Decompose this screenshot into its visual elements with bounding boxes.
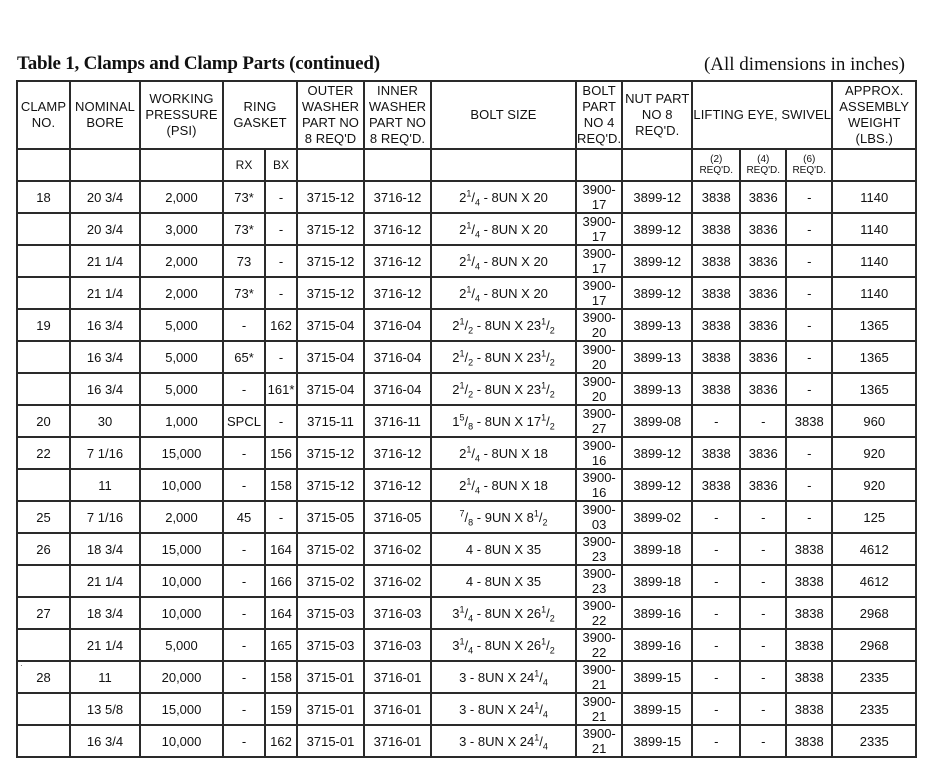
cell-clamp [17,277,70,309]
cell-weight: 1140 [832,181,916,213]
cell-le2: - [692,533,740,565]
table-row [17,309,916,341]
cell-le4: 3836 [740,213,786,245]
cell-rx: - [223,597,265,629]
cell-psi: 10,000 [140,597,223,629]
cell-inner: 3716-12 [364,469,431,501]
cell-bolt-size: $2^1/_4 - 8UN$ X 18 [431,469,576,501]
cell-bx: - [265,181,297,213]
cell-outer: 3715-01 [297,661,364,693]
cell-bore: 30 [70,405,140,437]
table-row [17,693,916,725]
cell-le6: 3838 [786,565,832,597]
cell-nut: 3899-13 [622,373,692,405]
cell-nut: 3899-12 [622,213,692,245]
cell-nut: 3899-08 [622,405,692,437]
cell-nut: 3899-13 [622,309,692,341]
subheader-rx: RX [223,149,265,181]
cell-bolt: 3900-21 [576,693,622,725]
cell-le4: 3836 [740,181,786,213]
subheader-le6: (6) REQ'D. [786,149,832,181]
cell-weight: 920 [832,469,916,501]
cell-le6: - [786,437,832,469]
cell-inner: 3716-04 [364,309,431,341]
cell-inner: 3716-12 [364,245,431,277]
cell-clamp [17,341,70,373]
cell-inner: 3716-05 [364,501,431,533]
header-clamp-no: CLAMP NO. [17,81,70,149]
cell-outer: 3715-12 [297,469,364,501]
cell-le4: 3836 [740,341,786,373]
cell-outer: 3715-12 [297,181,364,213]
cell-bolt: 3900-23 [576,533,622,565]
cell-bolt: 3900-16 [576,469,622,501]
table-row [17,341,916,373]
cell-bolt-size: $2^1/_4 - 8UN$ X 20 [431,181,576,213]
cell-rx: 73* [223,181,265,213]
table-row [17,373,916,405]
table-row [17,533,916,565]
cell-weight: 2968 [832,629,916,661]
cell-rx: 45 [223,501,265,533]
cell-bx: 165 [265,629,297,661]
cell-psi: 2,000 [140,277,223,309]
cell-bore: 18 3/4 [70,597,140,629]
cell-weight: 1365 [832,309,916,341]
cell-outer: 3715-12 [297,437,364,469]
cell-nut: 3899-12 [622,469,692,501]
cell-psi: 2,000 [140,181,223,213]
cell-bore: 21 1/4 [70,629,140,661]
cell-weight: 2335 [832,725,916,757]
cell-clamp [17,213,70,245]
cell-psi: 5,000 [140,309,223,341]
cell-psi: 15,000 [140,437,223,469]
cell-weight: 2968 [832,597,916,629]
cell-le2: - [692,629,740,661]
cell-le4: 3836 [740,277,786,309]
cell-weight: 1365 [832,373,916,405]
cell-bolt: 3900-20 [576,373,622,405]
table-row [17,213,916,245]
cell-inner: 3716-02 [364,533,431,565]
table-row [17,725,916,757]
cell-bore: 7 1/16 [70,501,140,533]
cell-clamp [17,373,70,405]
cell-weight: 4612 [832,565,916,597]
cell-le4: - [740,629,786,661]
cell-le2: - [692,405,740,437]
cell-inner: 3716-04 [364,373,431,405]
cell-le4: - [740,565,786,597]
cell-bolt: 3900-23 [576,565,622,597]
cell-bolt: 3900-21 [576,725,622,757]
header-bolt-size: BOLT SIZE [431,81,576,149]
cell-bolt-size: 4 - 8UN X 35 [431,533,576,565]
cell-nut: 3899-12 [622,277,692,309]
cell-le6: - [786,501,832,533]
cell-weight: 1140 [832,245,916,277]
cell-outer: 3715-01 [297,693,364,725]
cell-bolt: 3900-22 [576,629,622,661]
cell-nut: 3899-15 [622,661,692,693]
cell-le2: 3838 [692,277,740,309]
cell-clamp [17,565,70,597]
cell-psi: 3,000 [140,213,223,245]
cell-le4: - [740,693,786,725]
cell-le2: 3838 [692,437,740,469]
cell-bolt-size: 3 - 8UN X $24^1/_4$ [431,693,576,725]
cell-le6: 3838 [786,629,832,661]
cell-weight: 960 [832,405,916,437]
cell-rx: 73* [223,277,265,309]
cell-psi: 1,000 [140,405,223,437]
table-row [17,629,916,661]
header-nominal-bore: NOMINAL BORE [70,81,140,149]
cell-rx: - [223,437,265,469]
cell-rx: - [223,565,265,597]
cell-bx: 156 [265,437,297,469]
cell-outer: 3715-12 [297,245,364,277]
cell-le4: - [740,597,786,629]
cell-nut: 3899-15 [622,693,692,725]
cell-le6: 3838 [786,405,832,437]
cell-bolt-size: $2^1/_2 - 8UN$ X $23^1/_2$ [431,309,576,341]
cell-outer: 3715-11 [297,405,364,437]
cell-le4: 3836 [740,437,786,469]
cell-inner: 3716-01 [364,725,431,757]
table-body [17,181,916,757]
cell-bore: 16 3/4 [70,309,140,341]
cell-bolt-size: 3 - 8UN X $24^1/_4$ [431,661,576,693]
cell-bolt: 3900-03 [576,501,622,533]
cell-psi: 15,000 [140,693,223,725]
cell-nut: 3899-02 [622,501,692,533]
cell-le2: - [692,725,740,757]
cell-le4: - [740,501,786,533]
cell-bx: 159 [265,693,297,725]
cell-le6: - [786,373,832,405]
cell-le4: 3836 [740,309,786,341]
cell-rx: - [223,693,265,725]
cell-bolt: 3900-17 [576,181,622,213]
cell-psi: 5,000 [140,373,223,405]
table-title: Table 1, Clamps and Clamp Parts (continued) [17,53,380,74]
cell-clamp: 18 [17,181,70,213]
cell-weight: 4612 [832,533,916,565]
cell-inner: 3716-03 [364,629,431,661]
cell-rx: - [223,629,265,661]
cell-weight: 2335 [832,661,916,693]
cell-bx: - [265,245,297,277]
clamps-table [16,80,917,758]
cell-bx: 162 [265,309,297,341]
header-inner-washer: INNER WASHER PART NO 8 REQ'D. [364,81,431,149]
cell-weight: 125 [832,501,916,533]
header-lifting-eye: LIFTING EYE, SWIVEL [692,81,832,149]
cell-le6: - [786,245,832,277]
subheader-row [17,149,916,181]
cell-bx: 161* [265,373,297,405]
cell-bolt-size: $2^1/_4 - 8UN$ X 20 [431,245,576,277]
cell-bore: 21 1/4 [70,277,140,309]
cell-bore: 16 3/4 [70,725,140,757]
cell-outer: 3715-04 [297,309,364,341]
cell-nut: 3899-13 [622,341,692,373]
cell-psi: 10,000 [140,469,223,501]
cell-inner: 3716-01 [364,693,431,725]
cell-psi: 10,000 [140,565,223,597]
cell-psi: 2,000 [140,501,223,533]
cell-le2: 3838 [692,373,740,405]
cell-nut: 3899-16 [622,629,692,661]
table-row [17,565,916,597]
cell-clamp: 28 [17,661,70,693]
cell-bolt: 3900-17 [576,213,622,245]
cell-bx: 164 [265,597,297,629]
cell-le4: 3836 [740,373,786,405]
cell-nut: 3899-12 [622,181,692,213]
table-row [17,277,916,309]
cell-bore: 20 3/4 [70,213,140,245]
cell-le6: - [786,469,832,501]
table-row [17,245,916,277]
cell-bore: 11 [70,469,140,501]
cell-bore: 11 [70,661,140,693]
header-outer-washer: OUTER WASHER PART NO 8 REQ'D [297,81,364,149]
cell-clamp: 22 [17,437,70,469]
cell-psi: 20,000 [140,661,223,693]
cell-bolt: 3900-16 [576,437,622,469]
cell-nut: 3899-18 [622,565,692,597]
cell-le6: - [786,341,832,373]
cell-psi: 5,000 [140,629,223,661]
cell-le4: 3836 [740,245,786,277]
cell-clamp: 27 [17,597,70,629]
cell-rx: SPCL [223,405,265,437]
cell-bx: 164 [265,533,297,565]
cell-bx: - [265,277,297,309]
cell-le2: 3838 [692,245,740,277]
cell-inner: 3716-12 [364,277,431,309]
cell-bore: 16 3/4 [70,341,140,373]
cell-bolt-size: $2^1/_2 - 8UN$ X $23^1/_2$ [431,341,576,373]
cell-inner: 3716-04 [364,341,431,373]
cell-clamp [17,725,70,757]
cell-bore: 20 3/4 [70,181,140,213]
cell-inner: 3716-01 [364,661,431,693]
cell-outer: 3715-03 [297,597,364,629]
cell-nut: 3899-12 [622,245,692,277]
cell-le2: 3838 [692,469,740,501]
header-nut-part: NUT PART NO 8 REQ'D. [622,81,692,149]
cell-psi: 10,000 [140,725,223,757]
cell-weight: 1365 [832,341,916,373]
cell-bore: 21 1/4 [70,565,140,597]
cell-nut: 3899-16 [622,597,692,629]
cell-rx: 65* [223,341,265,373]
cell-bx: 158 [265,469,297,501]
cell-le2: 3838 [692,341,740,373]
footnote-mark: · [20,661,23,670]
cell-psi: 15,000 [140,533,223,565]
cell-outer: 3715-02 [297,565,364,597]
cell-outer: 3715-04 [297,341,364,373]
cell-rx: - [223,725,265,757]
cell-bore: 13 5/8 [70,693,140,725]
units-note: (All dimensions in inches) [703,54,905,75]
cell-le2: - [692,597,740,629]
cell-bx: - [265,213,297,245]
cell-bolt-size: $2^1/_4 - 8UN$ X 20 [431,277,576,309]
cell-rx: - [223,661,265,693]
cell-bolt: 3900-27 [576,405,622,437]
cell-le2: 3838 [692,213,740,245]
cell-le2: - [692,501,740,533]
cell-rx: 73* [223,213,265,245]
cell-le4: - [740,405,786,437]
cell-weight: 920 [832,437,916,469]
cell-bx: 158 [265,661,297,693]
cell-inner: 3716-12 [364,213,431,245]
cell-outer: 3715-04 [297,373,364,405]
cell-bx: - [265,405,297,437]
cell-bolt-size: $3^1/_4 - 8UN$ X $26^1/_2$ [431,597,576,629]
cell-bx: 162 [265,725,297,757]
cell-outer: 3715-01 [297,725,364,757]
cell-clamp: 19 [17,309,70,341]
cell-psi: 2,000 [140,245,223,277]
cell-le6: 3838 [786,725,832,757]
subheader-bx: BX [265,149,297,181]
cell-inner: 3716-11 [364,405,431,437]
cell-nut: 3899-15 [622,725,692,757]
cell-bolt: 3900-17 [576,277,622,309]
cell-le4: 3836 [740,469,786,501]
cell-bx: - [265,501,297,533]
header-weight: APPROX. ASSEMBLY WEIGHT (LBS.) [832,81,916,149]
table-row [17,661,916,693]
table-row [17,501,916,533]
subheader-le2: (2) REQ'D. [692,149,740,181]
cell-le4: - [740,661,786,693]
cell-bore: 7 1/16 [70,437,140,469]
cell-weight: 1140 [832,213,916,245]
cell-bore: 16 3/4 [70,373,140,405]
cell-weight: 1140 [832,277,916,309]
cell-le2: - [692,661,740,693]
cell-outer: 3715-12 [297,213,364,245]
cell-bolt-size: $^7/_8 - 9UN$ X $8^1/_2$ [431,501,576,533]
cell-bolt-size: $2^1/_2 - 8UN$ X $23^1/_2$ [431,373,576,405]
cell-le6: 3838 [786,693,832,725]
cell-rx: - [223,373,265,405]
cell-rx: - [223,469,265,501]
cell-le6: 3838 [786,533,832,565]
cell-rx: 73 [223,245,265,277]
cell-inner: 3716-12 [364,437,431,469]
cell-nut: 3899-12 [622,437,692,469]
cell-le6: 3838 [786,661,832,693]
cell-weight: 2335 [832,693,916,725]
cell-rx: - [223,309,265,341]
cell-bolt: 3900-22 [576,597,622,629]
cell-outer: 3715-03 [297,629,364,661]
cell-outer: 3715-02 [297,533,364,565]
table-row [17,437,916,469]
header-working-pressure: WORKING PRESSURE (PSI) [140,81,223,149]
table-row [17,469,916,501]
cell-bolt-size: $2^1/_4 - 8UN$ X 20 [431,213,576,245]
header-row [17,81,916,149]
cell-outer: 3715-12 [297,277,364,309]
cell-le6: - [786,277,832,309]
cell-inner: 3716-12 [364,181,431,213]
cell-bore: 21 1/4 [70,245,140,277]
cell-clamp: 20 [17,405,70,437]
subheader-le4: (4) REQ'D. [740,149,786,181]
cell-clamp [17,693,70,725]
cell-bolt-size: 3 - 8UN X $24^1/_4$ [431,725,576,757]
cell-bolt: 3900-20 [576,309,622,341]
cell-bolt: 3900-17 [576,245,622,277]
cell-le6: - [786,309,832,341]
cell-inner: 3716-03 [364,597,431,629]
cell-clamp [17,469,70,501]
cell-clamp [17,629,70,661]
cell-bx: 166 [265,565,297,597]
table-row [17,405,916,437]
cell-nut: 3899-18 [622,533,692,565]
cell-bolt: 3900-21 [576,661,622,693]
cell-le4: - [740,725,786,757]
cell-le2: - [692,565,740,597]
cell-bolt-size: 4 - 8UN X 35 [431,565,576,597]
cell-le2: - [692,693,740,725]
cell-bore: 18 3/4 [70,533,140,565]
table-row [17,597,916,629]
cell-le6: 3838 [786,597,832,629]
cell-outer: 3715-05 [297,501,364,533]
cell-inner: 3716-02 [364,565,431,597]
cell-bolt-size: $3^1/_4 - 8UN$ X $26^1/_2$ [431,629,576,661]
cell-bx: - [265,341,297,373]
header-ring-gasket: RING GASKET [223,81,297,149]
cell-bolt-size: $2^1/_4 - 8UN$ X 18 [431,437,576,469]
header-bolt-part: BOLT PART NO 4 REQ'D. [576,81,622,149]
table-row [17,181,916,213]
cell-clamp: 25 [17,501,70,533]
cell-le2: 3838 [692,309,740,341]
cell-le4: - [740,533,786,565]
cell-bolt: 3900-20 [576,341,622,373]
cell-rx: - [223,533,265,565]
cell-clamp: 26 [17,533,70,565]
cell-le6: - [786,213,832,245]
cell-le6: - [786,181,832,213]
cell-le2: 3838 [692,181,740,213]
cell-psi: 5,000 [140,341,223,373]
cell-clamp [17,245,70,277]
cell-bolt-size: $1^5/_8 - 8UN$ X $17^1/_2$ [431,405,576,437]
